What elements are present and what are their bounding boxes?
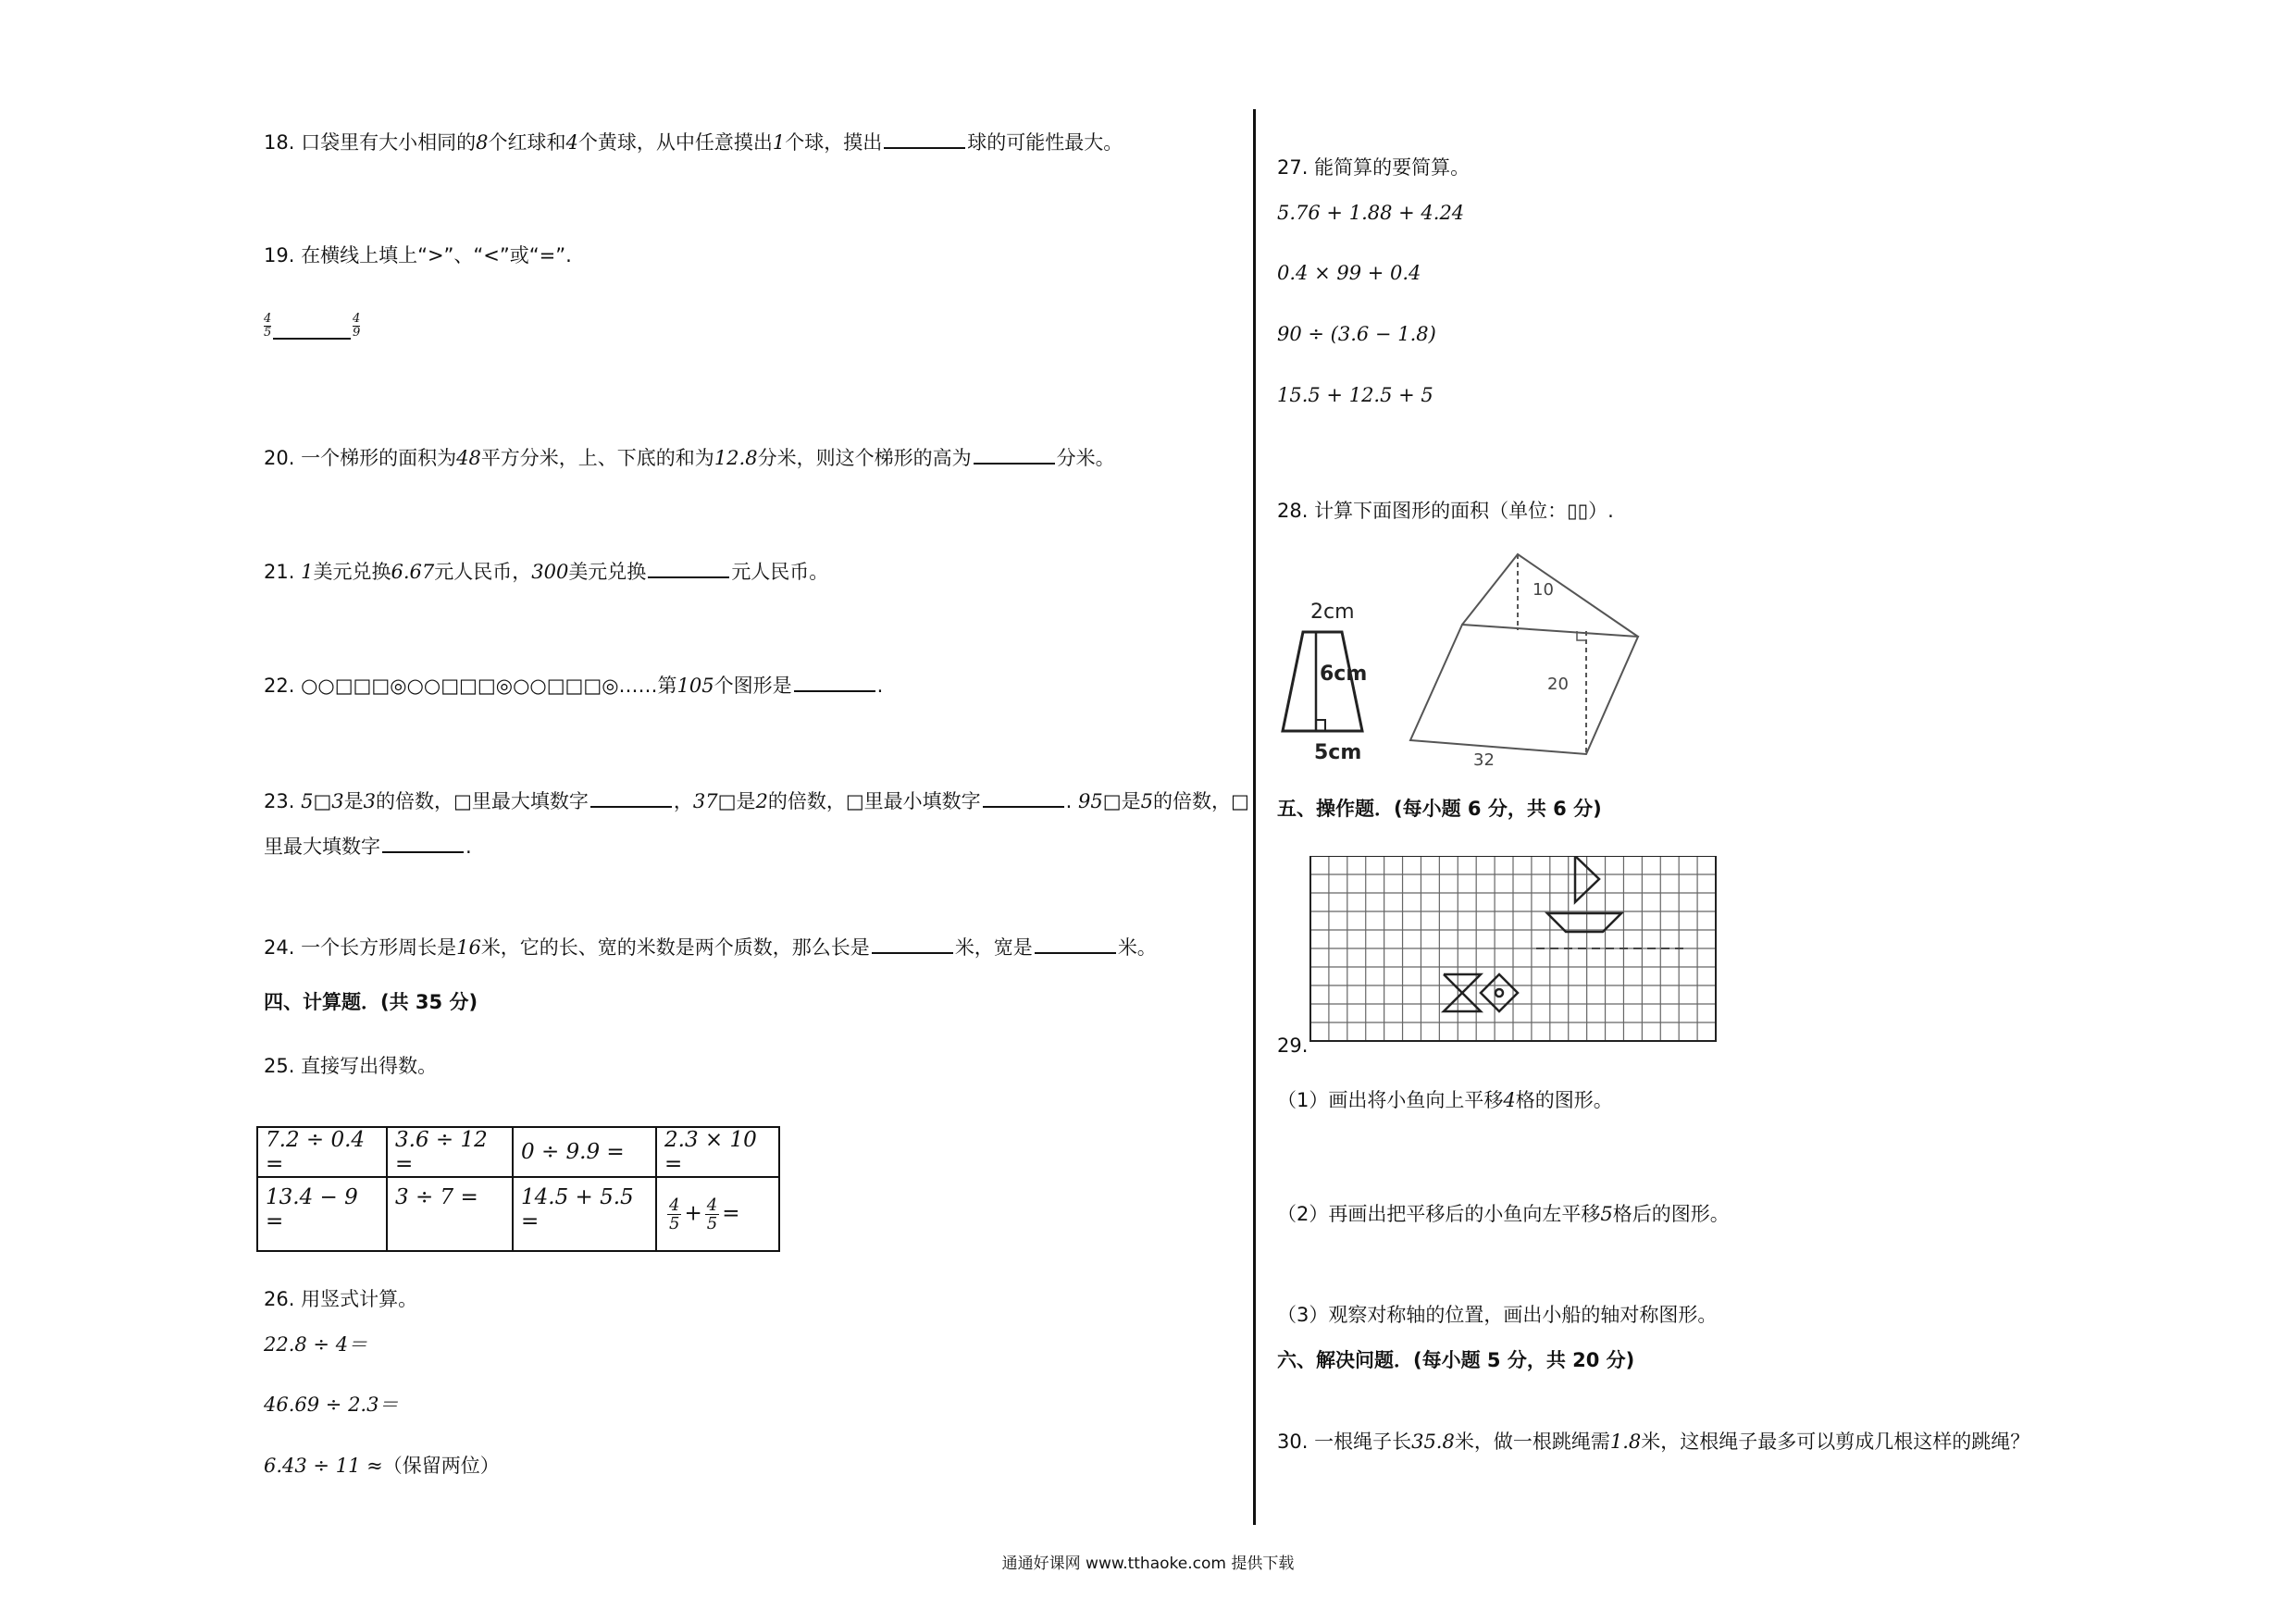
boat-figure [1547, 856, 1621, 932]
answer-blank[interactable] [382, 833, 464, 853]
expr-26-1: 22.8 ÷ 4＝ [264, 1333, 368, 1356]
question-25: 25. 直接写出得数。 [264, 1055, 438, 1077]
table-cell: 2.3 × 10 = [656, 1127, 779, 1177]
answer-blank[interactable] [884, 129, 965, 149]
parallelogram-height-label: 20 [1547, 675, 1569, 694]
question-18: 18. 口袋里有大小相同的8个红球和4个黄球，从中任意摸出1个球，摸出 球的可能性最大。 [264, 129, 1123, 155]
parallelogram-side-label: 10 [1533, 580, 1554, 600]
table-cell: 14.5 + 5.5 = [513, 1177, 656, 1251]
section-5-heading: 五、操作题．(每小题 6 分，共 6 分) [1277, 798, 1602, 820]
trapezoid-bottom-label: 5cm [1314, 741, 1362, 764]
question-24: 24. 一个长方形周长是16米，它的长、宽的米数是两个质数，那么长是 米，宽是 米。 [264, 934, 1157, 960]
trapezoid-top-label: 2cm [1310, 601, 1355, 624]
section-4-heading: 四、计算题．(共 35 分) [264, 991, 478, 1013]
answer-blank[interactable] [1035, 934, 1116, 954]
question-22: 22. ○○□□□◎○○□□□◎○○□□□◎……第105个图形是 . [264, 672, 883, 699]
question-29-step-2: （2）再画出把平移后的小鱼向左平移5格后的图形。 [1277, 1203, 1730, 1225]
section-6-heading: 六、解决问题．(每小题 5 分，共 20 分) [1277, 1349, 1635, 1371]
table-row [257, 1127, 779, 1177]
table-cell: 7.2 ÷ 0.4 = [257, 1127, 387, 1177]
mental-calc-table [256, 1126, 780, 1252]
expr-27-4: 15.5 + 12.5 + 5 [1277, 384, 1433, 406]
question-28: 28. 计算下面图形的面积（单位：▯▯）. [1277, 500, 1614, 522]
question-30: 30. 一根绳子长35.8米，做一根跳绳需1.8米，这根绳子最多可以剪成几根这样的跳绳？ [1277, 1431, 2030, 1453]
expr-27-2: 0.4 × 99 + 0.4 [1277, 262, 1421, 284]
table-cell: 13.4 − 9 = [257, 1177, 387, 1251]
answer-blank[interactable] [974, 444, 1055, 465]
question-23-line2: 里最大填数字 . [264, 833, 472, 860]
expr-26-2: 46.69 ÷ 2.3＝ [264, 1394, 399, 1416]
fraction-compare: 4 5 4 9 [264, 312, 361, 340]
question-19: 19. 在横线上填上“>”、“<”或“=”. [264, 244, 572, 266]
answer-blank[interactable] [794, 672, 875, 692]
column-divider [1253, 109, 1256, 1525]
question-29-step-1: （1）画出将小鱼向上平移4格的图形。 [1277, 1089, 1613, 1111]
expr-27-3: 90 ÷ (3.6 − 1.8) [1277, 323, 1436, 345]
compare-blank[interactable] [273, 338, 351, 340]
page-footer: 通通好课网 www.tthaoke.com 提供下载 [1001, 1555, 1295, 1573]
question-29-number: 29. [1277, 1035, 1309, 1057]
fish-figure [1444, 974, 1518, 1011]
expr-26-3: 6.43 ÷ 11 ≈（保留两位） [264, 1455, 500, 1477]
answer-blank[interactable] [648, 558, 729, 578]
answer-blank[interactable] [983, 787, 1064, 808]
question-26: 26. 用竖式计算。 [264, 1288, 418, 1310]
table-row [257, 1177, 779, 1251]
question-20: 20. 一个梯形的面积为48平方分米，上、下底的和为12.8分米，则这个梯形的高为 分米。 [264, 444, 1115, 471]
table-cell: 3 ÷ 7 = [387, 1177, 513, 1251]
table-cell-fraction: $\frac{4}{5}$ + $\frac{4}{5}$ = [656, 1177, 779, 1251]
trapezoid-height-label: 6cm [1320, 663, 1368, 686]
translation-grid [1305, 856, 1721, 1046]
question-27: 27. 能简算的要简算。 [1277, 156, 1471, 179]
answer-blank[interactable] [590, 787, 672, 808]
answer-blank[interactable] [872, 934, 953, 954]
parallelogram-base-label: 32 [1473, 750, 1495, 770]
table-cell: 3.6 ÷ 12 = [387, 1127, 513, 1177]
question-29-step-3: （3）观察对称轴的位置，画出小船的轴对称图形。 [1277, 1304, 1718, 1326]
expr-27-1: 5.76 + 1.88 + 4.24 [1277, 202, 1465, 224]
parallelogram-figure [1410, 554, 1638, 754]
table-cell: 0 ÷ 9.9 = [513, 1127, 656, 1177]
area-figures [1277, 551, 1657, 773]
question-21: 21. 1美元兑换6.67元人民币，300美元兑换 元人民币。 [264, 558, 828, 585]
question-23: 23. 5□3是3的倍数，□里最大填数字 ，37□是2的倍数，□里最小填数字 . 95□是5的倍数，□ [264, 787, 1249, 814]
